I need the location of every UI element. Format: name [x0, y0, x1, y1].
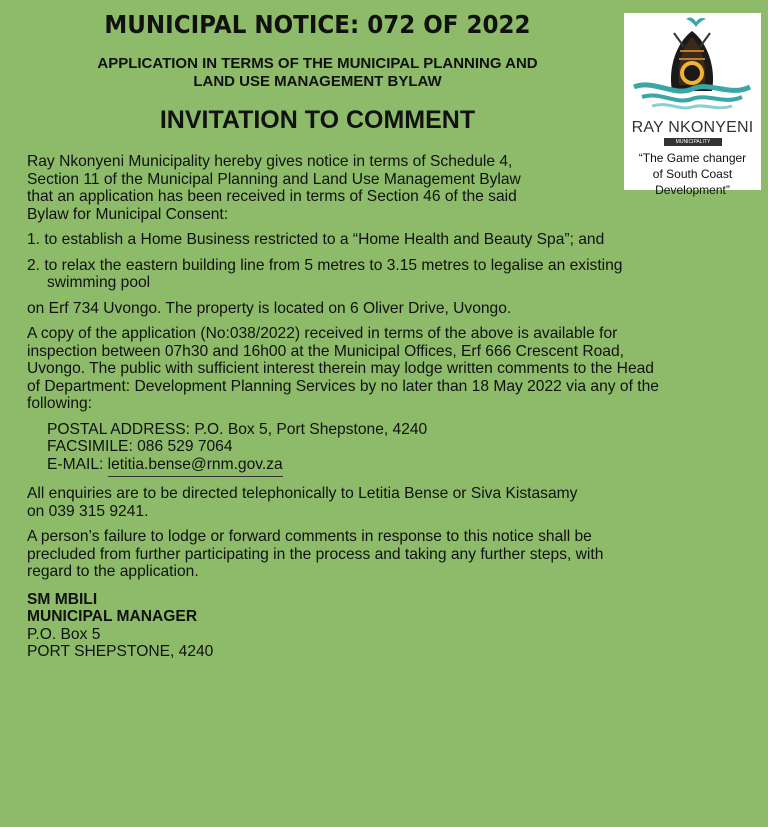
logo-subtitle: MUNICIPALITY — [664, 138, 722, 146]
failure-line: A person’s failure to lodge or forward comments in response to this notice shall be — [27, 528, 592, 545]
list-item-1: 1. to establish a Home Business restricted to a “Home Health and Beauty Spa”; and — [27, 231, 605, 248]
intro-line: Ray Nkonyeni Municipality hereby gives notice in terms of Schedule 4, — [27, 153, 513, 170]
enquiries-line: on 039 315 9241. — [27, 502, 149, 520]
failure-line: precluded from further participating in the process and taking any further steps, with — [27, 545, 604, 563]
copy-line: Uvongo. The public with sufficient interest therein may lodge written comments to the Head — [27, 360, 654, 377]
subtitle-line: APPLICATION IN TERMS OF THE MUNICIPAL PLANNING AND — [97, 55, 538, 72]
email-link[interactable]: letitia.bense@rnm.gov.za — [108, 456, 283, 478]
facsimile: FACSIMILE: 086 529 7064 — [47, 438, 233, 455]
tagline-line: Development” — [655, 183, 730, 197]
copy-line: of Department: Development Planning Services by no later than 18 May 2022 via any of the — [27, 377, 659, 395]
intro-line: Section 11 of the Municipal Planning and Land Use Management Bylaw — [27, 170, 521, 188]
email-row — [47, 456, 757, 478]
signatory-city: PORT SHEPSTONE, 4240 — [27, 643, 214, 660]
copy-paragraph — [27, 325, 757, 413]
notice-subtitle — [0, 55, 635, 91]
notice-title: MUNICIPAL NOTICE: 072 OF 2022 — [104, 10, 531, 39]
notice-heading: INVITATION TO COMMENT — [159, 106, 476, 134]
list-item-2 — [27, 257, 757, 292]
signature-block — [27, 591, 757, 661]
copy-line: A copy of the application (No:038/2022) received in terms of the above is available for — [27, 325, 618, 342]
email-label: E-MAIL: — [47, 455, 108, 473]
signatory-title: MUNICIPAL MANAGER — [27, 608, 198, 625]
contact-details — [27, 421, 757, 478]
subtitle-line: LAND USE MANAGEMENT BYLAW — [193, 73, 442, 90]
tagline-line: of South Coast — [652, 167, 733, 181]
enquiries-line: All enquiries are to be directed telephonically to Letitia Bense or Siva Kistasamy — [27, 485, 578, 502]
intro-line: Bylaw for Municipal Consent: — [27, 205, 229, 223]
postal-address: POSTAL ADDRESS: P.O. Box 5, Port Shepstone, 4240 — [47, 420, 428, 438]
failure-line: regard to the application. — [27, 563, 199, 580]
signatory-name: SM MBILI — [27, 590, 98, 608]
tagline-line: “The Game changer — [638, 151, 747, 165]
failure-paragraph — [27, 528, 757, 581]
property-paragraph: on Erf 734 Uvongo. The property is located on 6 Oliver Drive, Uvongo. — [27, 299, 512, 317]
list-item-2-line: 2. to relax the eastern building line from 5 metres to 3.15 metres to legalise an existing — [27, 256, 623, 274]
shield-hut-logo-icon — [624, 13, 761, 123]
logo-name: RAY NKONYENI — [631, 119, 754, 136]
copy-line: following: — [27, 395, 93, 412]
intro-line: that an application has been received in terms of Section 46 of the said — [27, 188, 517, 205]
enquiries-paragraph — [27, 485, 757, 520]
notice-body — [27, 153, 757, 661]
signatory-box: P.O. Box 5 — [27, 625, 101, 643]
list-item-2-continuation: swimming pool — [47, 274, 151, 291]
copy-line: inspection between 07h30 and 16h00 at the Municipal Offices, Erf 666 Crescent Road, — [27, 342, 624, 360]
intro-paragraph — [27, 153, 617, 223]
